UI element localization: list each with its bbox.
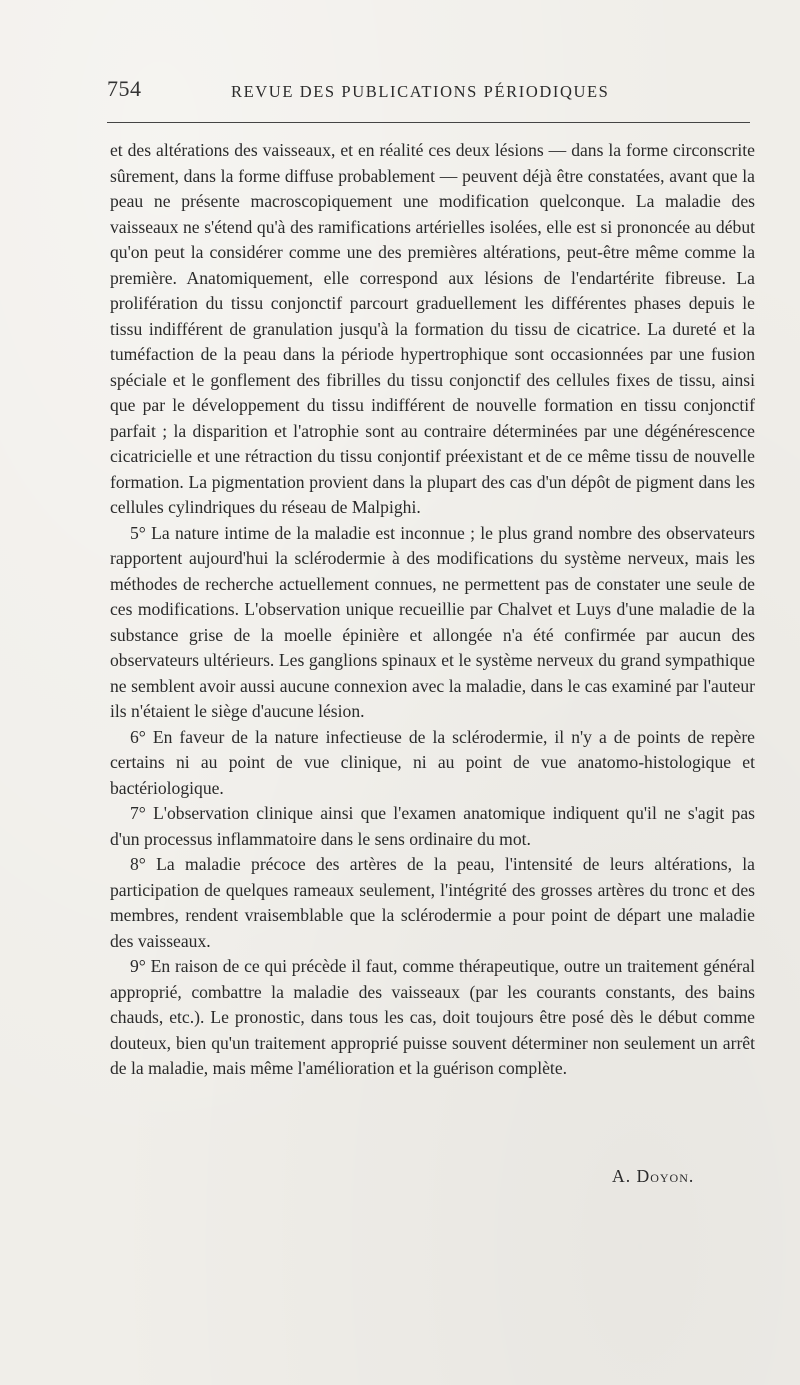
- paragraph-point-8: 8° La maladie précoce des artères de la peau, l'intensité de leurs altérations, la participation de quelques rameaux seulement, l'intégrité des grosses artères du tronc et des membres, rendent vraisemblable que la sclérodermie a pour point de départ une maladie des vaisseaux.: [110, 854, 755, 951]
- header-rule: [107, 122, 750, 123]
- paragraph-point-7: 7° L'observation clinique ainsi que l'examen anatomique indiquent qu'il ne s'agit pas d'un processus inflammatoire dans le sens ordinaire du mot.: [110, 803, 755, 849]
- page-header: [107, 72, 753, 112]
- author-signature: A. Doyon.: [612, 1166, 695, 1186]
- article-body: [110, 138, 755, 1082]
- paragraph-point-9: 9° En raison de ce qui précède il faut, comme thérapeutique, outre un traitement général approprié, combattre la maladie des vaisseaux (par les courants constants, des bains chauds, etc.). Le pronostic, dans tous les cas, doit toujours être posé dès le début comme douteux, bien qu'un traitement approprié puisse souvent déterminer non seulement un arrêt de la maladie, mais même l'amélioration et la guérison complète.: [110, 956, 755, 1078]
- paragraph-point-5: 5° La nature intime de la maladie est inconnue ; le plus grand nombre des observateurs rapportent aujourd'hui la sclérodermie à des modifications du système nerveux, mais les méthodes de recherche actuellement connues, ne permettent pas de constater une seule de ces modifications. L'observation unique recueillie par Chalvet et Luys d'une maladie de la substance grise de la moelle épinière et allongée n'a été confirmée par aucun des observateurs ultérieurs. Les ganglions spinaux et le système nerveux du grand sympathique ne semblent avoir aussi aucune connexion avec la maladie, dans le cas examiné par l'auteur ils n'étaient le siège d'aucune lésion.: [110, 522, 755, 721]
- paragraph-point-6: 6° En faveur de la nature infectieuse de la sclérodermie, il n'y a de points de repère certains ni au point de vue clinique, ni au point de vue anatomo-histologique et bactériologique.: [110, 726, 755, 798]
- paragraph-continuation: et des altérations des vaisseaux, et en réalité ces deux lésions — dans la forme circonscrite sûrement, dans la forme diffuse probablement — peuvent déjà être constatées, avant que la peau ne présente macroscopiquement une modification quelconque. La maladie des vaisseaux ne s'étend qu'à des ramifications artérielles isolées, elle est si prononcée au début qu'on peut la considérer comme une des premières altérations, peut-être même comme la première. Anatomiquement, elle correspond aux lésions de l'endartérite fibreuse. La prolifération du tissu conjonctif parcourt graduellement les différentes phases depuis le tissu indifférent de granulation jusqu'à la formation du tissu de cicatrice. La dureté et la tuméfaction de la peau dans la période hypertrophique sont occasionnées par une fusion spéciale et le gonflement des fibrilles du tissu conjonctif des cellules fixes de tissu, ainsi que par le développement du tissu indifférent de nouvelle formation en tissu conjonctif parfait ; la disparition et l'atrophie sont au contraire déterminées par une dégénérescence cicatricielle et une rétraction du tissu conjontif préexistant et de ce même tissu de nouvelle formation. La pigmentation provient dans la plupart des cas d'un dépôt de pigment dans les cellules cylindriques du réseau de Malpighi.: [110, 140, 755, 517]
- running-title: REVUE DES PUBLICATIONS PÉRIODIQUES: [231, 82, 610, 101]
- page-number: 754: [107, 76, 142, 101]
